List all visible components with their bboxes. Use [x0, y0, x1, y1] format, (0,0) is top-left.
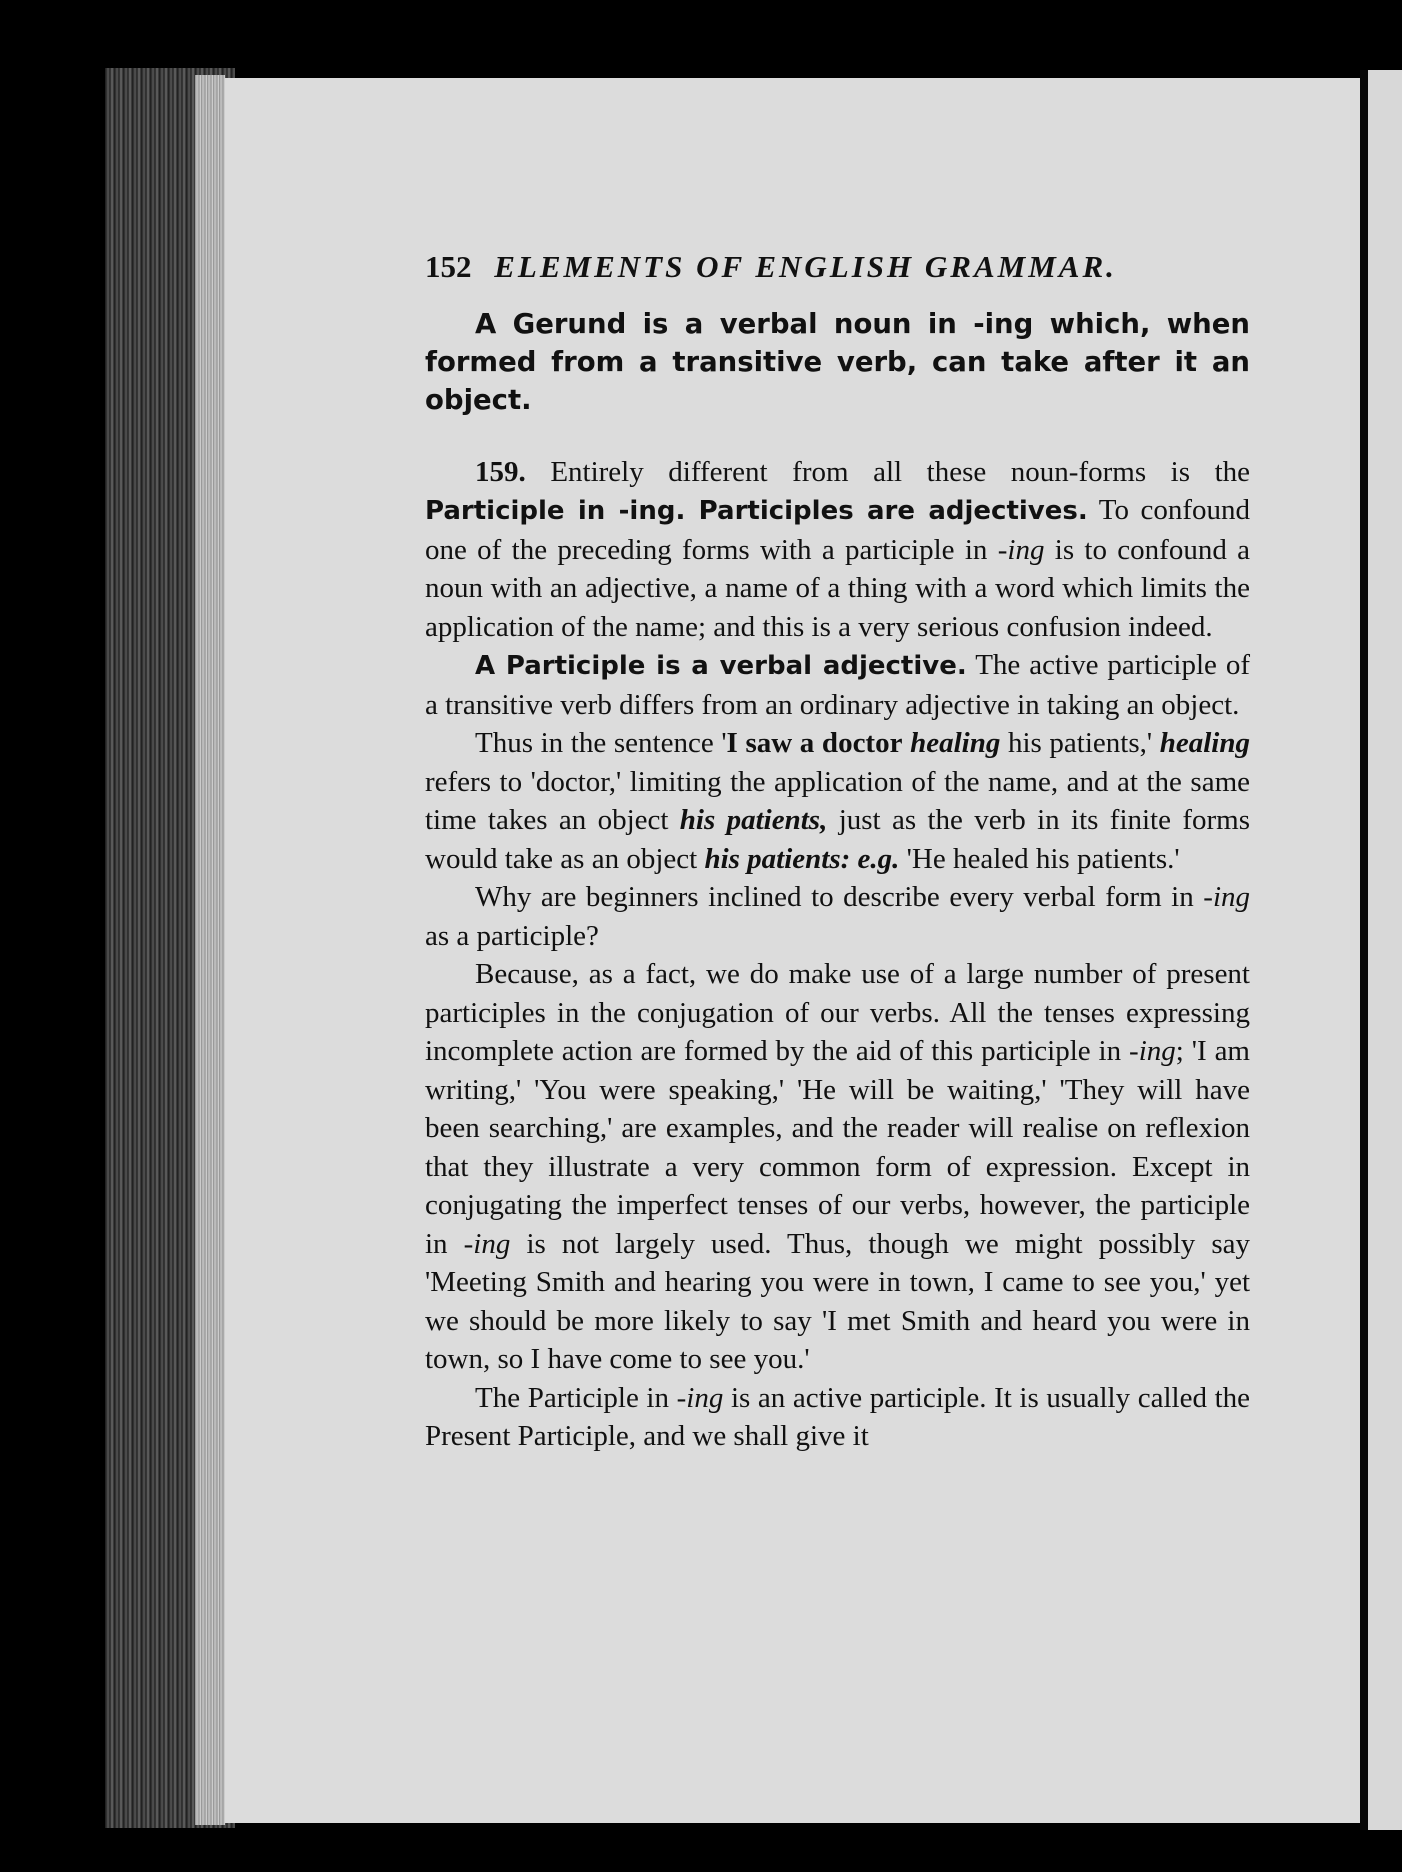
gerund-definition: A Gerund is a verbal noun in -ing which, when formed from a transitive verb, can take after it an object. — [425, 307, 1250, 416]
example-text-6: 'He healed his patients.' — [906, 842, 1180, 875]
example-text-3: his patients,' — [1007, 727, 1153, 759]
answer-text-2: ; 'I am writing,' 'You were speaking,' 'He will be waiting,' 'They will have been searching,' are examples, and the reader will realise on reflexion that they illustrate a very common form of expression. Except in conjugating the imperfect tenses of our verbs, however, the participle in — [425, 1035, 1250, 1260]
closing-text-2: is an active participle. It is usually called the Present Participle, and we shall give it — [425, 1381, 1250, 1452]
answer-paragraph — [425, 955, 1250, 1379]
question-text-2: as a participle? — [425, 919, 599, 952]
section-159-paragraph — [425, 453, 1250, 647]
section-text-a: To confound one of the preceding forms with a participle in — [425, 494, 1251, 566]
running-header — [425, 248, 1250, 287]
answer-ing-term-1: -ing — [1129, 1035, 1176, 1067]
closing-ing-term: -ing — [676, 1381, 724, 1414]
participle-definition-paragraph — [425, 646, 1250, 724]
section-number: 159. — [475, 455, 526, 488]
participle-definition-rest: The active participle of a transitive verb differs from an ordinary adjective in taking an object. — [425, 649, 1251, 721]
example-his-patients-1: his patients, — [679, 804, 828, 836]
answer-ing-term-2: -ing — [463, 1227, 511, 1260]
question-paragraph — [425, 878, 1250, 955]
question-text-1: Why are beginners inclined to describe every verbal form in — [475, 881, 1194, 913]
example-eg: e.g. — [857, 842, 900, 875]
running-title: ELEMENTS OF ENGLISH GRAMMAR. — [494, 249, 1117, 284]
facing-page-edge — [1368, 70, 1402, 1830]
example-text-4: refers to 'doctor,' limiting the application of the name, and at the same time takes an object — [425, 765, 1250, 836]
answer-text-3: is not largely used. Thus, though we might possibly say 'Meeting Smith and hearing you were in town, I came to see you,' yet we should be more likely to say 'I met Smith and heard you were in town, so I have come to see you.' — [425, 1227, 1250, 1375]
example-his-patients-2: his patients: — [704, 842, 851, 875]
question-ing-term: -ing — [1203, 881, 1251, 913]
page-number: 152 — [425, 249, 472, 284]
participle-definition-bold: A Participle is a verbal adjective. — [475, 651, 967, 681]
closing-paragraph — [425, 1379, 1250, 1456]
example-text-5: just as the verb in its finite forms would take as an object — [425, 804, 1250, 875]
page-text — [425, 248, 1250, 1456]
section-ing-term: -ing — [997, 533, 1045, 566]
example-healing-1: healing — [910, 727, 1001, 759]
example-healing-2: healing — [1159, 727, 1250, 759]
page-edge-highlight — [195, 75, 225, 1825]
closing-text-1: The Participle in — [475, 1381, 669, 1414]
example-text-1: Thus in the sentence ' — [475, 727, 727, 759]
section-text-lead: Entirely different from all these noun-forms is the — [550, 455, 1250, 488]
section-text-b: is to confound a noun with an adjective, a name of a thing with a word which limits the application of the name; and this is a very serious confusion indeed. — [425, 533, 1250, 643]
answer-text-1: Because, as a fact, we do make use of a large number of present participles in the conjugation of our verbs. All the tenses expressing incomplete action are formed by the aid of this participle in — [425, 958, 1250, 1067]
example-quote: I saw a doctor — [726, 727, 903, 759]
section-bold-phrase: Participle in -ing. Participles are adjectives. — [425, 496, 1088, 526]
example-paragraph — [425, 724, 1250, 878]
